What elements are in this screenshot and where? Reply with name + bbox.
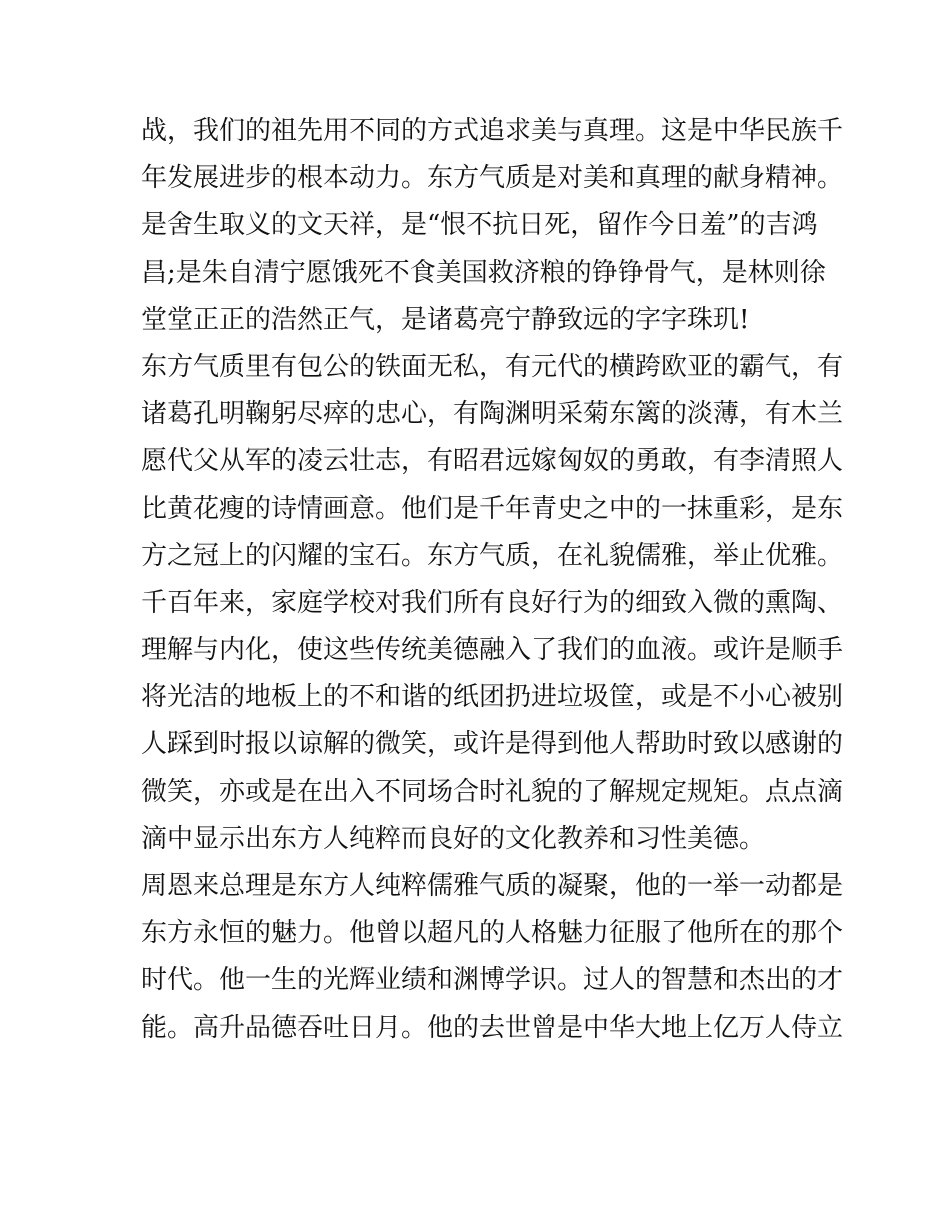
text-line: 滴中显示出东方人纯粹而良好的文化教养和习性美德。 (141, 823, 766, 854)
text-line: 愿代父从军的凌云壮志，有昭君远嫁匈奴的勇敢，有李清照人 (141, 446, 844, 477)
text-line: 人踩到时报以谅解的微笑，或许是得到他人帮助时致以感谢的 (141, 729, 844, 760)
text-line: 方之冠上的闪耀的宝石。东方气质，在礼貌儒雅，举止优雅。 (141, 540, 844, 571)
text-line: 战，我们的祖先用不同的方式追求美与真理。这是中华民族千 (141, 116, 844, 146)
text-line: 比黄花瘦的诗情画意。他们是千年青史之中的一抹重彩，是东 (141, 493, 844, 524)
text-line: 年发展进步的根本动力。东方气质是对美和真理的献身精神。 (141, 163, 844, 194)
text-line: 能。高升品德吞吐日月。他的去世曾是中华大地上亿万人侍立 (141, 1012, 844, 1043)
text-line: 东方气质里有包公的铁面无私，有元代的横跨欧亚的霸气，有 (141, 351, 844, 382)
document-body (141, 108, 844, 1052)
text-line: 诸葛孔明鞠躬尽瘁的忠心，有陶渊明采菊东篱的淡薄，有木兰 (141, 399, 844, 430)
text-line: 千百年来，家庭学校对我们所有良好行为的细致入微的熏陶、 (141, 587, 844, 618)
text-line: 是舍生取义的文天祥，是“恨不抗日死，留作今日羞”的吉鸿 (141, 210, 818, 241)
text-line: 理解与内化，使这些传统美德融入了我们的血液。或许是顺手 (141, 635, 844, 666)
text-line: 微笑，亦或是在出入不同场合时礼貌的了解规定规矩。点点滴 (141, 776, 844, 807)
text-line: 堂堂正正的浩然正气，是诸葛亮宁静致远的字字珠玑! (141, 304, 750, 335)
text-line: 昌;是朱自清宁愿饿死不食美国救济粮的铮铮骨气，是林则徐 (141, 257, 826, 288)
text-line: 时代。他一生的光辉业绩和渊博学识。过人的智慧和杰出的才 (141, 965, 844, 996)
text-line: 东方永恒的魅力。他曾以超凡的人格魅力征服了他所在的那个 (141, 918, 844, 949)
text-line: 将光洁的地板上的不和谐的纸团扔进垃圾筐，或是不小心被别 (141, 682, 844, 713)
text-line: 周恩来总理是东方人纯粹儒雅气质的凝聚，他的一举一动都是 (141, 871, 844, 901)
